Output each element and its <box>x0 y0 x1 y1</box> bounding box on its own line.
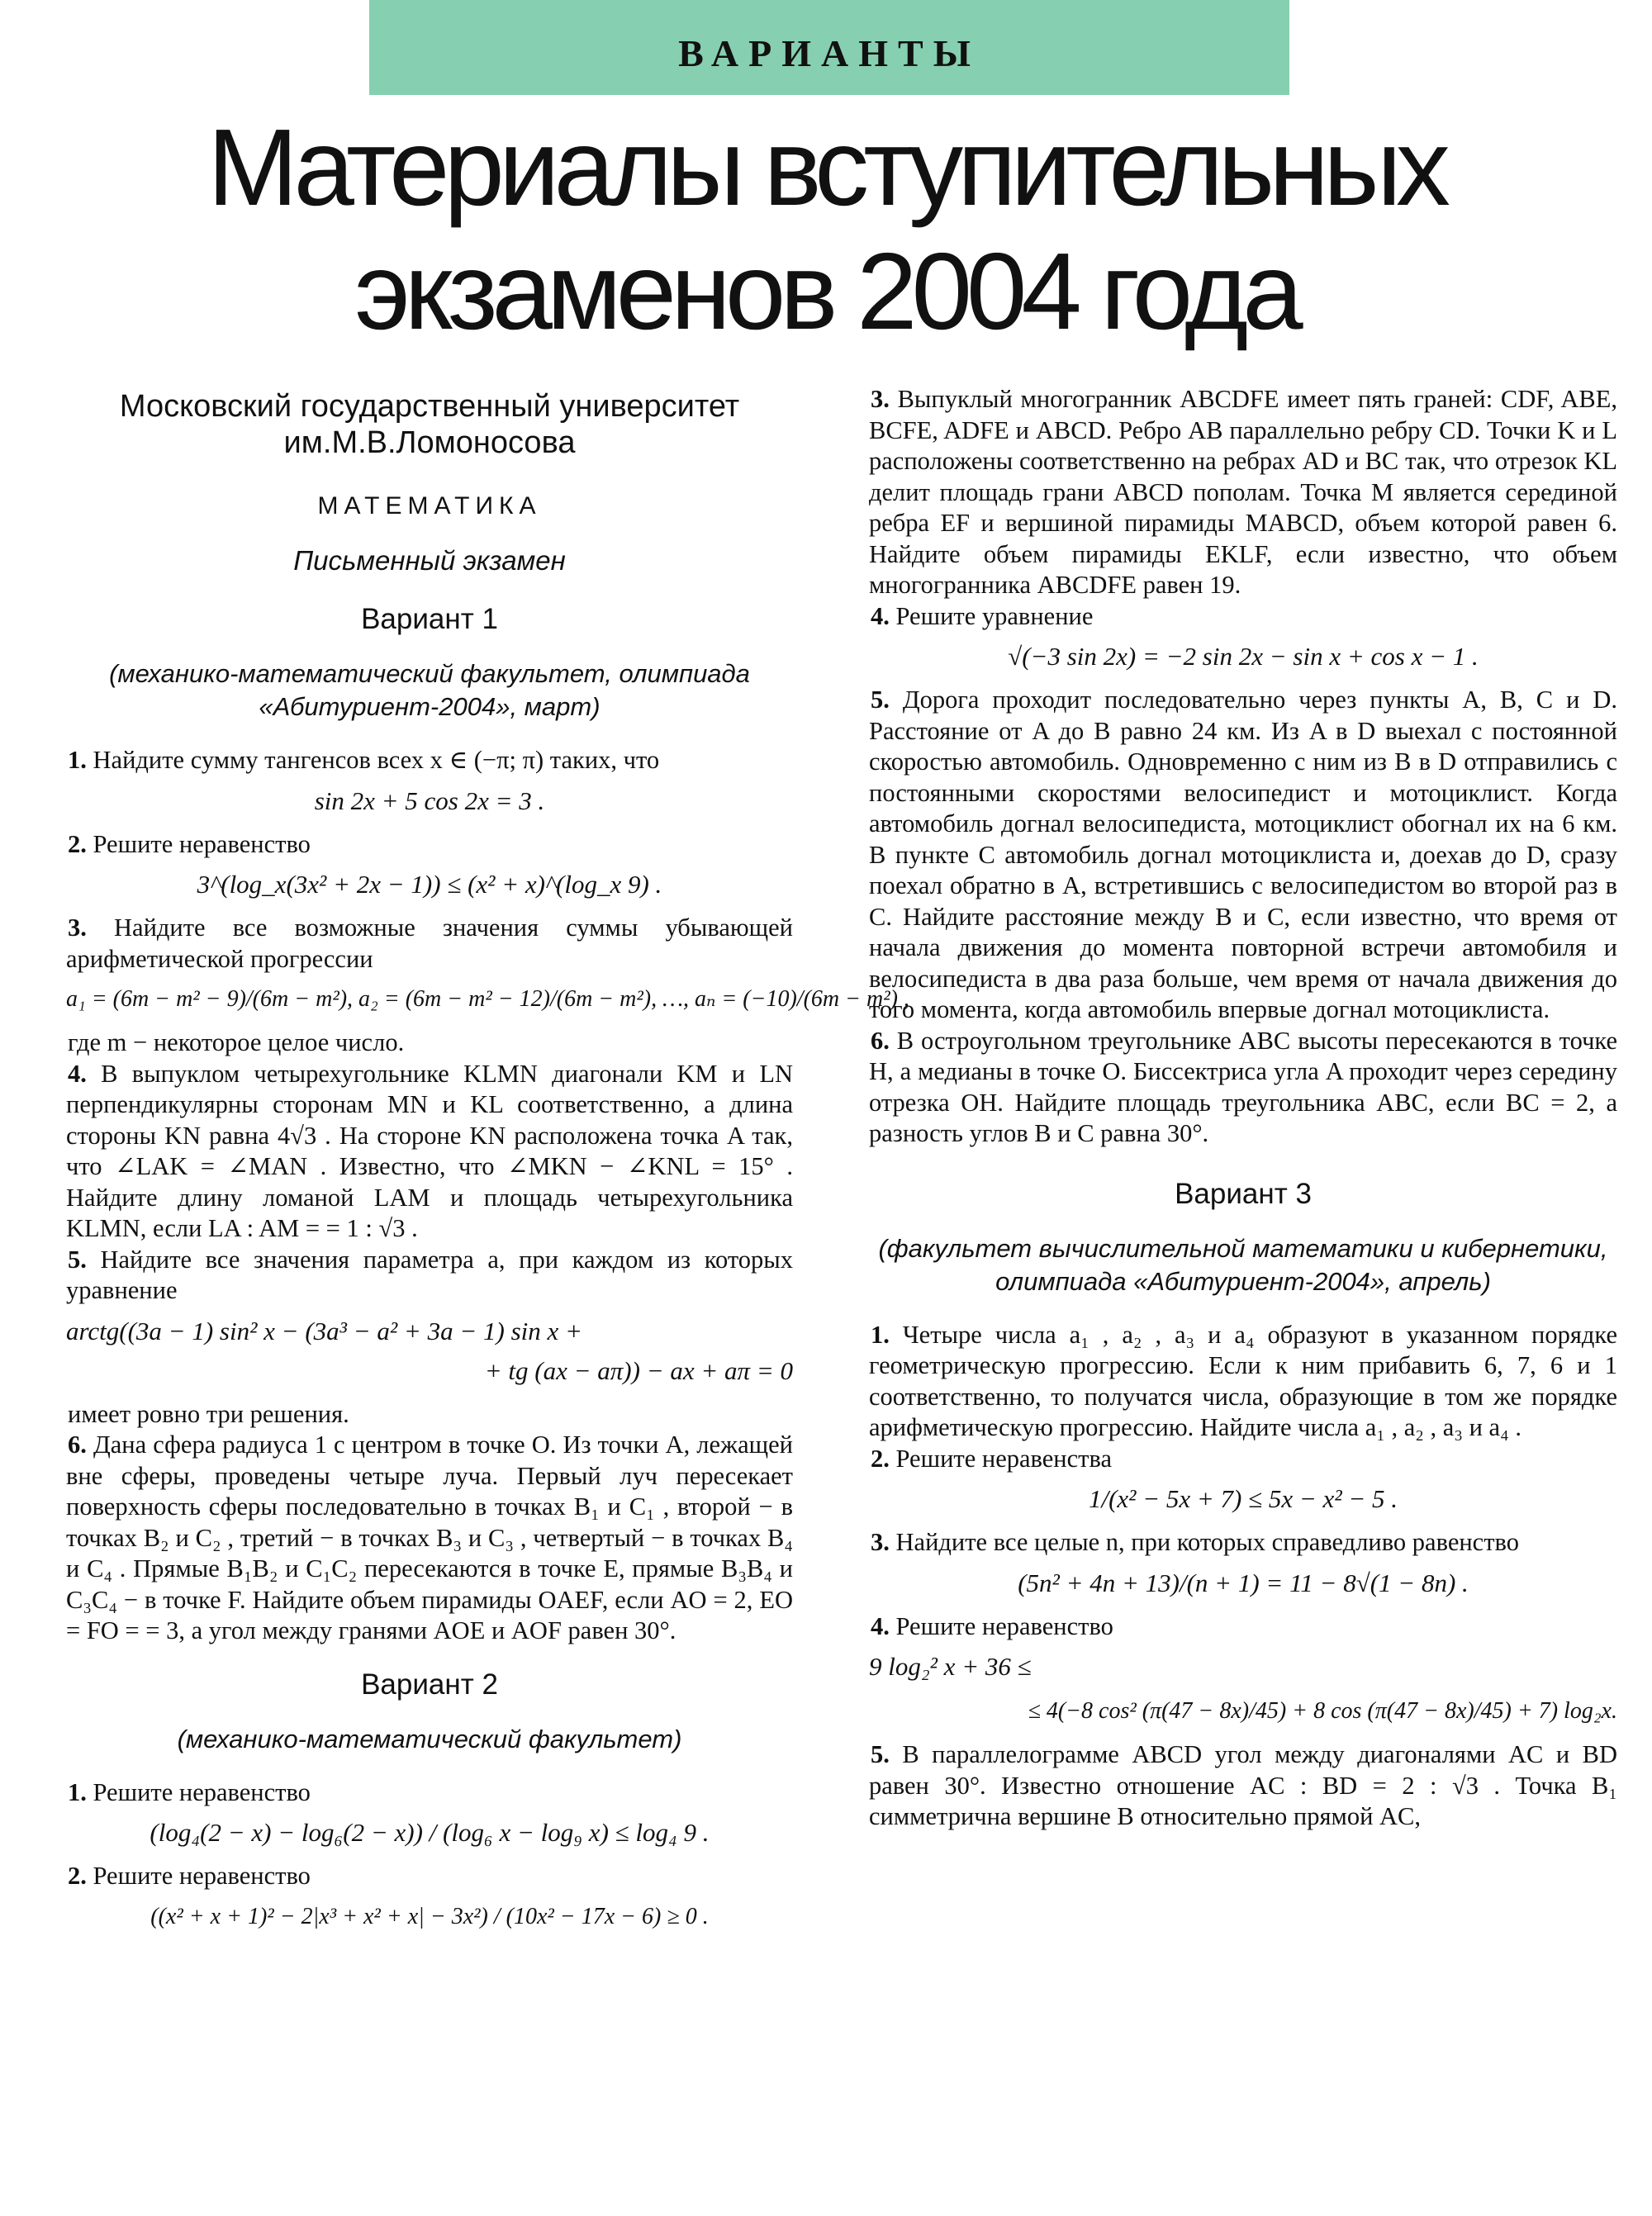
problem-number: 4. <box>68 1059 87 1088</box>
title-line-1: Материалы вступительных <box>207 107 1445 228</box>
problem-3-4 <box>869 1611 1617 1643</box>
variant-1-faculty: (механико-математический факультет, олимпиада «Абитуриент-2004», март) <box>109 659 750 721</box>
problem-text: Решите неравенство <box>93 829 311 858</box>
variant-1-title: Вариант 1 <box>361 603 498 635</box>
problem-number: 3. <box>68 913 87 942</box>
formula: 1/(x² − 5x + 7) ≤ 5x − x² − 5 . <box>1088 1484 1398 1513</box>
problem-1-2 <box>66 829 793 861</box>
problem-text: Решите неравенство <box>93 1777 311 1806</box>
problem-tail: где m − некоторое целое число. <box>68 1028 405 1056</box>
variant-2-title: Вариант 2 <box>361 1668 498 1701</box>
problem-1-1 <box>66 745 793 776</box>
problem-text: Решите неравенства <box>895 1444 1113 1473</box>
problem-1-3 <box>66 913 793 975</box>
right-column <box>869 384 1617 1833</box>
problem-2-2 <box>66 1861 793 1892</box>
problem-number: 1. <box>871 1320 890 1349</box>
problem-3-2 <box>869 1444 1617 1475</box>
formula: ((x² + x + 1)² − 2|x³ + x² + x| − 3x²) / (10x² − 17x − 6) ≥ 0 . <box>150 1903 709 1929</box>
formula: + tg (ax − aπ)) − ax + aπ = 0 <box>484 1355 793 1385</box>
problem-number: 6. <box>871 1026 890 1055</box>
formula: (5n² + 4n + 13)/(n + 1) = 11 − 8√(1 − 8n) . <box>1018 1568 1469 1597</box>
problem-text: Найдите все значения параметра a, при каждом из которых уравнение <box>66 1245 793 1304</box>
formula: √(−3 sin 2x) = −2 sin 2x − sin x + cos x − 1 . <box>1008 642 1479 671</box>
title-line-2: экзаменов 2004 года <box>354 230 1298 352</box>
formula: sin 2x + 5 cos 2x = 3 . <box>314 785 545 815</box>
problem-3-3 <box>869 1527 1617 1559</box>
problem-1-4 <box>66 1059 793 1245</box>
problem-number: 1. <box>68 1777 87 1806</box>
formula: arctg((3a − 1) sin² x − (3a³ − a² + 3a − 1) sin x + <box>66 1316 582 1345</box>
problem-number: 6. <box>68 1431 87 1459</box>
problem-1-6 <box>66 1430 793 1647</box>
problem-3-5 <box>869 1739 1617 1833</box>
problem-number: 1. <box>68 746 87 774</box>
problem-number: 4. <box>871 601 890 630</box>
problem-number: 3. <box>871 1528 890 1556</box>
problem-text: Решите неравенство <box>895 1611 1113 1640</box>
university-heading: Московский государственный университет им.М.В.Ломоносова <box>119 389 740 460</box>
section-banner: ВАРИАНТЫ <box>369 0 1289 95</box>
formula: (log₄(2 − x) − log₆(2 − x)) / (log₆ x − log₉ x) ≤ log₄ 9 . <box>150 1818 710 1847</box>
problem-text: Найдите все возможные значения суммы убывающей арифметической прогрессии <box>66 913 793 973</box>
problem-2-3 <box>869 384 1617 601</box>
problem-number: 3. <box>871 385 890 413</box>
page-title <box>0 106 1652 354</box>
problem-2-4 <box>869 601 1617 633</box>
formula: ≤ 4(−8 cos² (π(47 − 8x)/45) + 8 cos (π(47 − 8x)/45) + 7) log₂x. <box>1028 1698 1617 1724</box>
problem-2-5 <box>869 685 1617 1026</box>
subject-heading: МАТЕМАТИКА <box>317 492 542 520</box>
problem-2-6 <box>869 1026 1617 1150</box>
problem-text: В остроугольном треугольнике ABC высоты пересекаются в точке H, а медианы в точке O. Биссектриса угла A проходит через середину отрезка OH. Найдите площадь треугольника ABC, если BC = 2, а разность углов B и C равна 30°. <box>869 1026 1617 1147</box>
problem-number: 4. <box>871 1611 890 1640</box>
variant-2-faculty: (механико-математический факультет) <box>177 1724 682 1753</box>
problem-number: 2. <box>871 1444 890 1473</box>
problem-text: Найдите все целые n, при которых справедливо равенство <box>895 1528 1519 1556</box>
problem-2-1 <box>66 1777 793 1809</box>
variant-3-title: Вариант 3 <box>1175 1177 1312 1210</box>
problem-number: 5. <box>68 1245 87 1274</box>
problem-text: Решите уравнение <box>895 601 1094 630</box>
left-column <box>66 380 909 1945</box>
problem-number: 5. <box>871 1740 890 1768</box>
problem-number: 5. <box>871 686 890 714</box>
problem-text: В параллелограмме ABCD угол между диагоналями AC и BD равен 30°. Известно отношение AC : BD = 2 : √3 . Точка B₁ симметрична вершине B относительно прямой AC, <box>869 1740 1617 1830</box>
problem-text: Четыре числа a₁ , a₂ , a₃ и a₄ образуют в указанном порядке геометрическую прогрессию. Если к ним прибавить 6, 7, 6 и 1 соответственно, то получатся числа, образующие в том же порядке арифметическую прогрессию. Найдите числа a₁ , a₂ , a₃ и a₄ . <box>869 1320 1617 1441</box>
problem-text: В выпуклом четырехугольнике KLMN диагонали KM и LN перпендикулярны сторонам MN и KL соответственно, а длина стороны KN равна 4√3 . На стороне KN расположена точка A так, что ∠LAK = ∠MAN . Известно, что ∠MKN − ∠KNL = 15° . Найдите длину ломаной LAM и площадь четырехугольника KLMN, если LA : AM = = 1 : √3 . <box>66 1059 794 1242</box>
formula: a₁ = (6m − m² − 9)/(6m − m²), a₂ = (6m − m² − 12)/(6m − m²), …, aₙ = (−10)/(6m − m²) , <box>66 986 909 1012</box>
exam-type: Письменный экзамен <box>293 545 566 576</box>
problem-text: Дорога проходит последовательно через пункты A, B, C и D. Расстояние от A до B равно 24 км. Из A в D выехал с постоянной скоростью автомобиль. Одновременно с ним из B в D отправились с постоянными скоростями велосипедист и мотоциклист. Когда автомобиль догнал велосипедиста, мотоциклист обогнал их на 6 км. В пункте C автомобиль догнал мотоциклиста и, доехав до D, сразу поехал обратно в A, встретившись с велосипедистом во второй раз в C. Найдите расстояние между B и C, если известно, что время от начала движения до момента повторной встречи автомобиля и велосипедиста в два раза больше, чем время от начала движения до того момента, когда автомобиль впервые догнал мотоциклиста. <box>869 686 1617 1023</box>
problem-text: Выпуклый многогранник ABCDFE имеет пять граней: CDF, ABE, BCFE, ADFE и ABCD. Ребро AB параллельно ребру CD. Точки K и L расположены соответственно на ребрах AD и BC так, что отрезок KL делит площадь грани ABCD пополам. Точка M является серединой ребра EF и вершиной пирамиды MABCD, объем которой равен 6. Найдите объем пирамиды EKLF, если известно, что объем многогранника ABCDFE равен 19. <box>869 385 1618 599</box>
problem-text: Решите неравенство <box>93 1862 311 1890</box>
problem-text: Найдите сумму тангенсов всех x ∈ (−π; π) таких, что <box>93 746 660 774</box>
problem-number: 2. <box>68 829 87 858</box>
variant-3-faculty: (факультет вычислительной математики и кибернетики, олимпиада «Абитуриент-2004», апрель) <box>878 1233 1608 1296</box>
problem-text: Дана сфера радиуса 1 с центром в точке O. Из точки A, лежащей вне сферы, проведены четыре луча. Первый луч пересекает поверхность сферы последовательно в точках B₁ и C₁ , второй − в точках B₂ и C₂ , третий − в точках B₃ и C₃ , четвертый − в точках B₄ и C₄ . Прямые B₁B₂ и C₁C₂ пересекаются в точке E, прямые B₃B₄ и C₃C₄ − в точке F. Найдите объем пирамиды OAEF, если AO = 2, EO = FO = = 3, а угол между гранями AOE и AOF равен 30°. <box>66 1431 793 1644</box>
formula: 3^(log_x(3x² + 2x − 1)) ≤ (x² + x)^(log_x 9) . <box>197 870 662 899</box>
problem-tail: имеет ровно три решения. <box>68 1399 349 1428</box>
problem-number: 2. <box>68 1862 87 1890</box>
problem-1-5 <box>66 1245 793 1307</box>
formula: 9 log₂² x + 36 ≤ <box>869 1652 1032 1681</box>
problem-3-1 <box>869 1320 1617 1444</box>
